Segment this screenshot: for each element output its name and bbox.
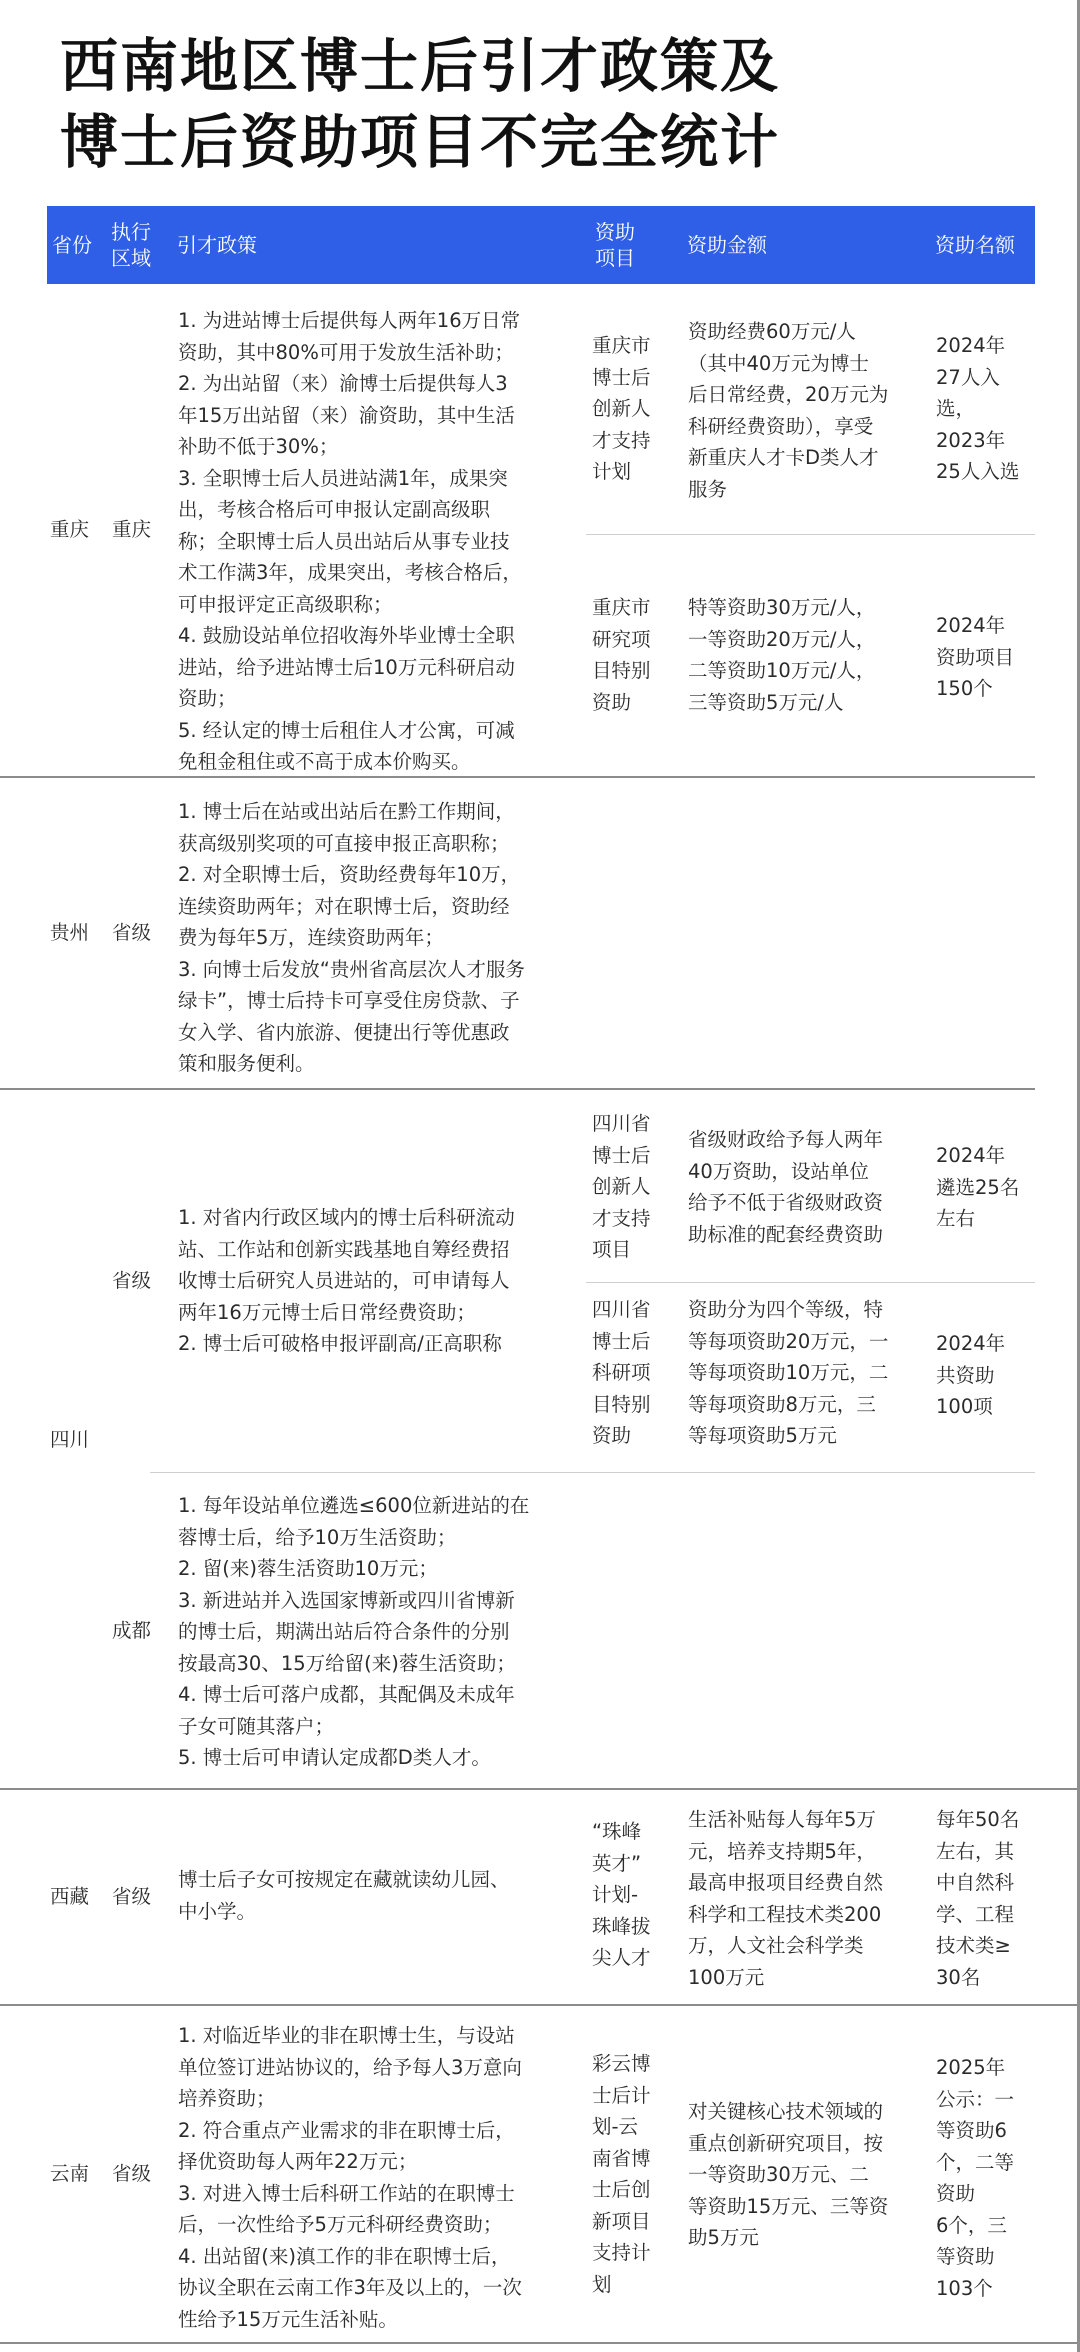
cq-p1-project: [592, 284, 651, 534]
xz-quota: [936, 1804, 1019, 1993]
xz-quota-line: 技术类≥: [936, 1934, 1011, 1957]
gz-policy-line: 女入学、省内旅游、便捷出行等优惠政: [178, 1020, 510, 1044]
yn-policy-line: 择优资助每人两年22万元；: [178, 2150, 418, 2173]
cq-p2-amount-line: 二等资助10万元/人，: [688, 659, 876, 682]
gz-policy-line: 绿卡”，博士后持卡可享受住房贷款、子: [178, 989, 520, 1012]
cq-policy-line: 免租金租住或不高于成本价购买。: [178, 750, 471, 773]
sc-p2-quota: [936, 1328, 1005, 1423]
yn-quota-line: 资助: [936, 2182, 976, 2205]
sc-p2-project-line: 科研项: [592, 1361, 651, 1384]
cq-p1-project-line: 博士后: [592, 365, 651, 389]
cq-p2-project-line: 资助: [592, 690, 632, 714]
cq-p1-quota-line: 2023年: [936, 428, 1006, 452]
sc-p1-project-line: 四川省: [592, 1112, 651, 1135]
xz-project-line: 英才”: [592, 1851, 642, 1875]
xz-project-line: 计划-: [592, 1883, 639, 1906]
sc-p2-project-line: 四川省: [592, 1298, 651, 1321]
yn-amount-line: 重点创新研究项目，按: [688, 2131, 884, 2155]
header-region: [111, 206, 161, 284]
sc-policy-line: 2. 博士后可破格申报评副高/正高职称: [178, 1332, 502, 1355]
sc-p1-quota-line: 2024年: [936, 1144, 1006, 1167]
cq-p1-quota: [936, 330, 1019, 488]
cq-p1-amount-line: 新重庆人才卡D类人才: [688, 446, 879, 469]
cq-policy-line: 2. 为出站留（来）渝博士后提供每人3: [178, 372, 508, 395]
sc-p2-amount-line: 资助分为四个等级，特: [688, 1298, 884, 1321]
cq-policy-line: 资助，其中80%可用于发放生活补助；: [178, 340, 514, 364]
yn-quota-line: 等资助: [936, 2245, 995, 2268]
title-line-2: 博士后资助项目不完全统计: [60, 108, 781, 176]
cq-policy-line: 1. 为进站博士后提供每人两年16万日常: [178, 309, 521, 332]
header-province: 省份: [52, 233, 92, 257]
xz-amount: [688, 1804, 883, 1993]
xz-quota-line: 学、工程: [936, 1902, 1015, 1926]
cq-region: 重庆: [112, 518, 152, 542]
yn-quota: [936, 2052, 1014, 2304]
sc-chengdu-policy: [178, 1490, 529, 1774]
table-header: [47, 206, 1035, 284]
yn-policy-line: 培养资助；: [178, 2087, 276, 2110]
yn-amount-line: 助5万元: [688, 2226, 759, 2249]
yn-policy-line: 1. 对临近毕业的非在职博士生，与设站: [178, 2024, 515, 2047]
header-policy: 引才政策: [177, 233, 257, 257]
sc-p1-amount: [688, 1124, 883, 1250]
header-amount: 资助金额: [687, 233, 767, 257]
sc-chengdu-region: 成都: [112, 1619, 152, 1643]
xz-quota-line: 中自然科: [936, 1871, 1015, 1894]
sc-chengdu-policy-line: 的博士后，期满出站后符合条件的分别: [178, 1620, 510, 1643]
yn-amount-line: 等资助15万元、三等资: [688, 2194, 889, 2218]
cq-p2-project-line: 研究项: [592, 627, 651, 651]
xz-amount-line: 最高申报项目经费自然: [688, 1871, 884, 1894]
yn-policy-line: 性给予15万元生活补贴。: [178, 2307, 398, 2331]
cq-policy-line: 进站，给予进站博士后10万元科研启动: [178, 655, 515, 679]
cq-policy-line: 术工作满3年，成果突出，考核合格后，: [178, 561, 522, 584]
yn-policy-line: 3. 对进入博士后科研工作站的在职博士: [178, 2181, 515, 2205]
yn-province: 云南: [50, 2162, 90, 2186]
row-divider: [0, 1788, 1080, 1790]
cq-p2-amount-line: 特等资助30万元/人，: [688, 596, 876, 619]
xz-project-line: “珠峰: [592, 1820, 642, 1843]
cq-p1-quota-line: 27人入: [936, 365, 1000, 389]
header-region-line-1: 执行: [111, 220, 151, 244]
sc-region: 省级: [112, 1269, 152, 1293]
cq-p1-project-line: 才支持: [592, 428, 651, 452]
sc-p1-amount-line: 给予不低于省级财政资: [688, 1191, 884, 1214]
cq-policy-line: 补助不低于30%；: [178, 435, 339, 458]
sc-p1-project: [592, 1108, 651, 1266]
cq-p2-quota: [936, 610, 1014, 705]
yn-quota-line: 6个，三: [936, 2213, 1007, 2237]
header-quota: 资助名额: [935, 233, 1015, 257]
xz-amount-line: 100万元: [688, 1965, 765, 1989]
xz-province: 西藏: [50, 1885, 90, 1909]
sc-policy-line: 1. 对省内行政区域内的博士后科研流动: [178, 1206, 515, 1229]
sc-p2-quota-line: 共资助: [936, 1363, 995, 1387]
sc-p2-quota-line: 100项: [936, 1395, 993, 1418]
xz-amount-line: 生活补贴每人每年5万: [688, 1808, 876, 1831]
cq-policy-line: 3. 全职博士后人员进站满1年，成果突: [178, 466, 508, 490]
cq-p2-quota-line: 150个: [936, 677, 993, 700]
header-project-line-2: 项目: [595, 246, 635, 270]
page-title: [60, 28, 780, 180]
sc-p2-project-line: 博士后: [592, 1329, 651, 1353]
cq-policy-line: 称；全职博士后人员出站后从事专业技: [178, 529, 510, 553]
gz-policy-line: 3. 向博士后发放“贵州省高层次人才服务: [178, 957, 525, 981]
yn-policy-line: 后，一次性给予5万元科研经费资助；: [178, 2213, 503, 2236]
sc-policy-line: 收博士后研究人员进站的，可申请每人: [178, 1269, 510, 1292]
cq-p1-amount-line: 科研经费资助），享受: [688, 414, 874, 438]
xz-quota-line: 左右，其: [936, 1839, 1015, 1863]
yn-region: 省级: [112, 2162, 152, 2186]
gz-policy-line: 连续资助两年；对在职博士后，资助经: [178, 894, 510, 918]
sc-p1-quota: [936, 1140, 1019, 1235]
sc-policy: [178, 1202, 515, 1360]
sc-province: 四川: [50, 1428, 90, 1451]
sc-p2-project-line: 目特别: [592, 1392, 651, 1416]
yn-project-line: 士后计: [592, 2083, 651, 2107]
sc-p2-quota-line: 2024年: [936, 1332, 1006, 1355]
yn-quota-line: 2025年: [936, 2056, 1006, 2079]
cq-p1-quota-line: 2024年: [936, 334, 1006, 357]
sc-p1-amount-line: 40万资助，设站单位: [688, 1159, 869, 1183]
yn-project-line: 划: [592, 2272, 612, 2296]
gz-policy-line: 费为每年5万，连续资助两年；: [178, 926, 444, 949]
sc-p1-project-line: 创新人: [592, 1175, 651, 1198]
sc-p2-project-line: 资助: [592, 1424, 632, 1447]
sc-chengdu-policy-line: 子女可随其落户；: [178, 1714, 335, 1738]
header-project: [595, 206, 655, 284]
cq-p2-project: [592, 592, 651, 718]
yn-policy-line: 4. 出站留(来)滇工作的非在职博士后，: [178, 2244, 511, 2268]
cq-p2-quota-line: 2024年: [936, 614, 1006, 637]
xz-project-line: 尖人才: [592, 1946, 651, 1969]
cq-p1-amount-line: 服务: [688, 477, 728, 501]
sc-chengdu-policy-line: 按最高30、15万给留(来)蓉生活资助；: [178, 1651, 516, 1675]
xz-region: 省级: [112, 1885, 152, 1909]
row-divider: [0, 2342, 1080, 2344]
xz-policy-line: 中小学。: [178, 1899, 257, 1923]
cq-policy-line: 年15万出站留（来）渝资助，其中生活: [178, 403, 515, 427]
sc-chengdu-policy-line: 蓉博士后，给予10万生活资助；: [178, 1525, 457, 1549]
sc-p1-quota-line: 遴选25名: [936, 1175, 1020, 1199]
sc-p2-amount-line: 等每项资助10万元，二: [688, 1361, 889, 1384]
xz-amount-line: 元，培养支持期5年，: [688, 1839, 876, 1863]
gz-policy: [178, 796, 525, 1080]
sc-policy-line: 站、工作站和创新实践基地自筹经费招: [178, 1237, 510, 1261]
sc-policy-line: 两年16万元博士后日常经费资助；: [178, 1300, 476, 1324]
gz-province: 贵州: [50, 921, 90, 945]
header-project-line-1: 资助: [595, 220, 635, 244]
xz-policy-line: 博士后子女可按规定在藏就读幼儿园、: [178, 1868, 510, 1891]
cq-p2-amount-line: 一等资助20万元/人，: [688, 627, 876, 651]
yn-policy-line: 2. 符合重点产业需求的非在职博士后，: [178, 2118, 515, 2142]
xz-quota-line: 每年50名: [936, 1808, 1020, 1831]
cq-policy-line: 可申报评定正高级职称；: [178, 592, 393, 616]
cq-p2-amount: [688, 592, 875, 718]
sc-subrow-divider: [586, 1282, 1035, 1283]
sc-p2-amount: [688, 1294, 888, 1452]
gz-policy-line: 1. 博士后在站或出站后在黔工作期间，: [178, 800, 515, 823]
sc-chengdu-policy-line: 5. 博士后可申请认定成都D类人才。: [178, 1746, 491, 1769]
yn-policy-line: 协议全职在云南工作3年及以上的，一次: [178, 2276, 522, 2299]
cq-p1-quota-line: 选，: [936, 397, 976, 420]
xz-project: [592, 1816, 651, 1974]
cq-p1-amount: [688, 316, 888, 505]
xz-amount-line: 科学和工程技术类200: [688, 1902, 882, 1926]
sc-p1-quota-line: 左右: [936, 1207, 976, 1230]
cq-p2-quota-line: 资助项目: [936, 645, 1015, 669]
yn-quota-line: 公示：一: [936, 2087, 1015, 2111]
sc-chengdu-policy-line: 2. 留(来)蓉生活资助10万元；: [178, 1557, 438, 1580]
title-line-1: 西南地区博士后引才政策及: [60, 32, 781, 100]
sc-p2-amount-line: 等每项资助8万元，三: [688, 1392, 876, 1416]
yn-policy-line: 单位签订进站协议的，给予每人3万意向: [178, 2055, 522, 2079]
gz-region: 省级: [112, 921, 152, 945]
yn-amount-line: 一等资助30万元、二: [688, 2163, 869, 2186]
gz-policy-line: 获高级别奖项的可直接申报正高职称；: [178, 831, 510, 855]
xz-project-line: 珠峰拔: [592, 1914, 651, 1938]
cq-p1-quota-line: 25人入选: [936, 460, 1020, 483]
cq-p1-amount-line: 资助经费60万元/人: [688, 320, 856, 343]
cq-p1-project-line: 计划: [592, 460, 632, 484]
cq-policy-line: 4. 鼓励设站单位招收海外毕业博士全职: [178, 624, 515, 647]
gz-policy-line: 2. 对全职博士后，资助经费每年10万，: [178, 863, 521, 886]
yn-project-line: 新项目: [592, 2209, 651, 2233]
yn-project-line: 士后创: [592, 2178, 651, 2201]
yn-project-line: 划-云: [592, 2115, 639, 2138]
yn-policy: [178, 2020, 522, 2335]
yn-quota-line: 103个: [936, 2276, 993, 2300]
sc-p2-amount-line: 等每项资助5万元: [688, 1424, 837, 1447]
sc-p1-project-line: 博士后: [592, 1143, 651, 1167]
sc-p1-project-line: 项目: [592, 1238, 632, 1261]
cq-p2-project-line: 重庆市: [592, 596, 651, 619]
cq-p1-amount-line: 后日常经费，20万元为: [688, 383, 889, 406]
yn-amount: [688, 2096, 888, 2254]
sc-p2-project: [592, 1294, 651, 1452]
yn-project-line: 支持计: [592, 2241, 651, 2264]
sc-p1-amount-line: 助标准的配套经费资助: [688, 1222, 884, 1246]
cq-p2-project-line: 目特别: [592, 659, 651, 682]
xz-quota-line: 30名: [936, 1965, 981, 1989]
yn-quota-line: 个，二等: [936, 2150, 1015, 2174]
sc-p1-project-line: 才支持: [592, 1206, 651, 1230]
cq-policy-line: 出，考核合格后可申报认定副高级职: [178, 498, 491, 521]
header-region-line-2: 区域: [111, 246, 151, 270]
xz-policy: [178, 1864, 510, 1927]
cq-province: 重庆: [50, 518, 90, 542]
yn-amount-line: 对关键核心技术领域的: [688, 2100, 884, 2123]
sc-chengdu-policy-line: 4. 博士后可落户成都，其配偶及未成年: [178, 1683, 515, 1706]
cq-p1-project-line: 创新人: [592, 397, 651, 421]
cq-p1-amount-line: （其中40万元为博士: [688, 351, 869, 375]
yn-project-line: 南省博: [592, 2146, 651, 2170]
sc-region-divider: [150, 1472, 1035, 1473]
row-divider: [0, 2004, 1080, 2006]
sc-p1-amount-line: 省级财政给予每人两年: [688, 1128, 884, 1151]
cq-subrow-divider: [586, 534, 1035, 535]
gz-policy-line: 策和服务便利。: [178, 1052, 315, 1075]
sc-chengdu-policy-line: 3. 新进站并入选国家博新或四川省博新: [178, 1588, 515, 1612]
sc-chengdu-policy-line: 1. 每年设站单位遴选≤600位新进站的在: [178, 1494, 530, 1517]
cq-policy: [178, 305, 522, 778]
yn-project-line: 彩云博: [592, 2052, 651, 2075]
sc-p2-amount-line: 等每项资助20万元，一: [688, 1329, 889, 1353]
cq-policy-line: 5. 经认定的博士后租住人才公寓，可减: [178, 718, 515, 742]
xz-amount-line: 万，人文社会科学类: [688, 1934, 864, 1957]
cq-policy-line: 资助；: [178, 687, 237, 710]
yn-project: [592, 2048, 651, 2300]
cq-p2-amount-line: 三等资助5万元/人: [688, 690, 844, 714]
yn-quota-line: 等资助6: [936, 2119, 1007, 2142]
cq-p1-project-line: 重庆市: [592, 334, 651, 358]
